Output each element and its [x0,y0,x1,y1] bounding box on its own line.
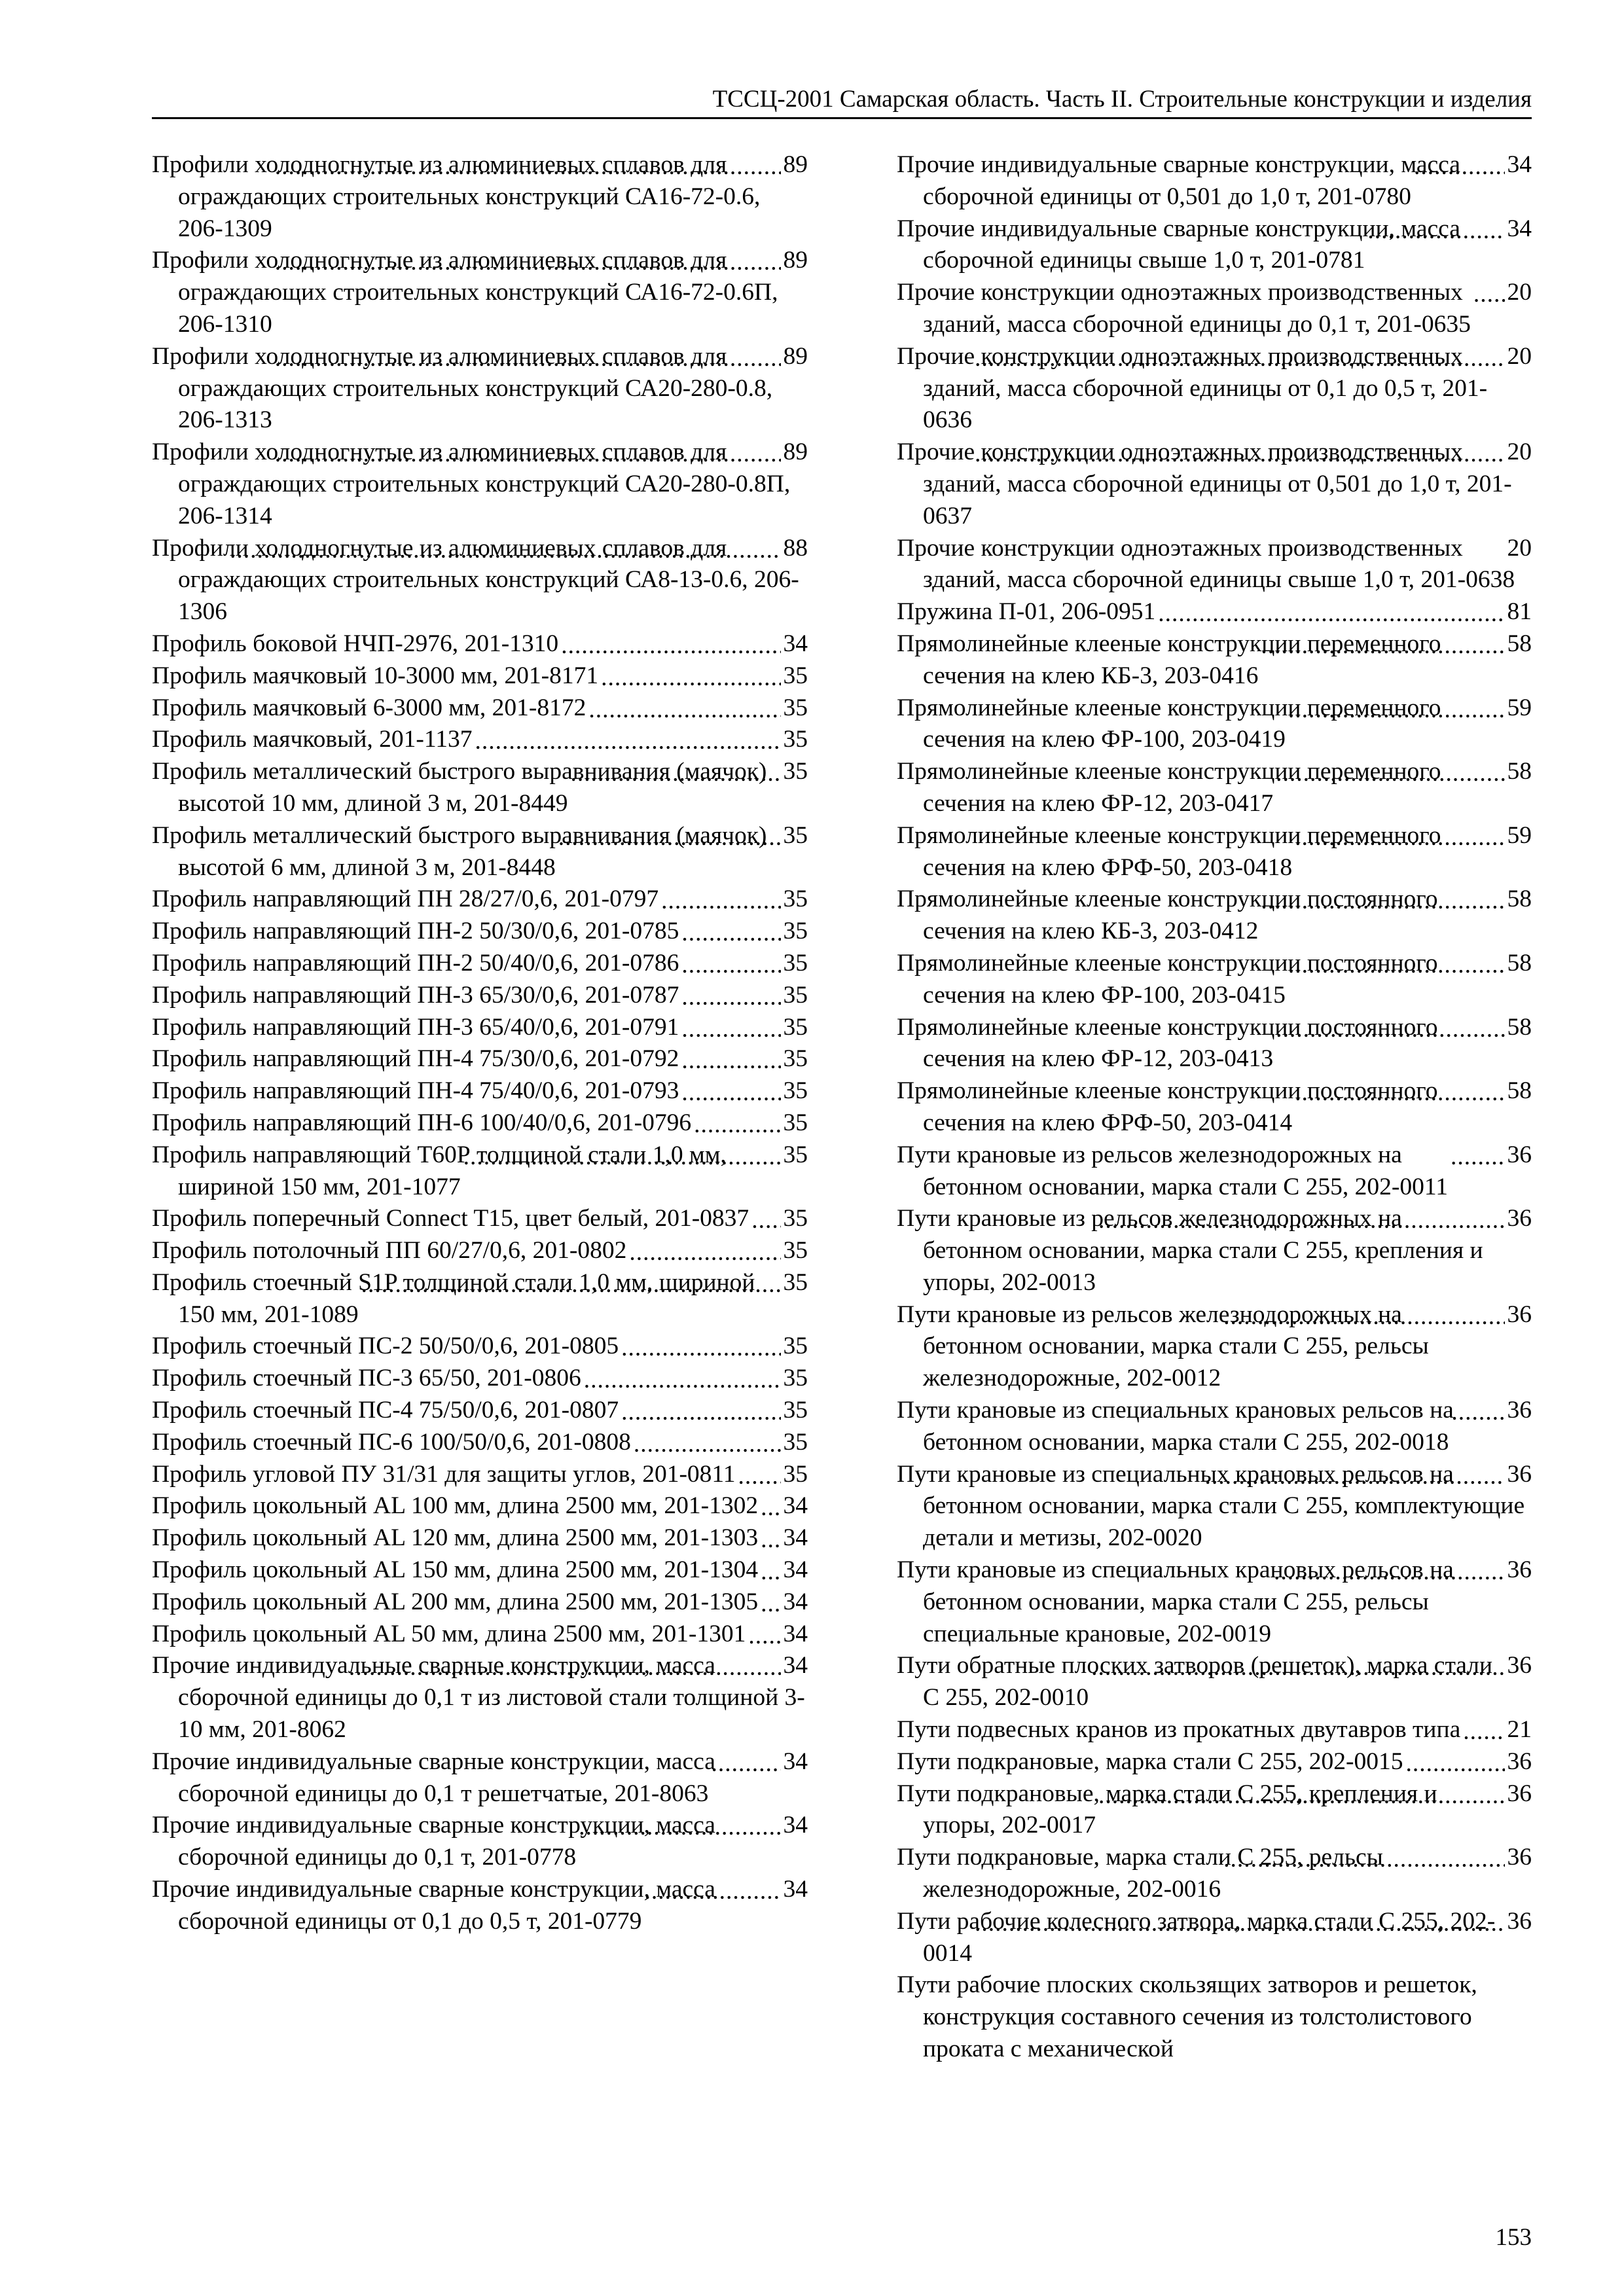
index-entry [152,724,808,756]
index-entry [152,1810,808,1874]
index-entry-text: Пути рабочие колесного затвора, марка стали С 255, 202-0014 ..... [897,1908,1495,1967]
index-entry-page: 35 [781,1427,808,1459]
index-entry-page: 58 [1505,1075,1532,1107]
index-entry [152,948,808,980]
index-entry [152,1203,808,1235]
index-entry [897,437,1532,532]
index-entry [152,980,808,1012]
index-entry-text: Профиль направляющий ПН-3 65/40/0,6, 201-0791 ..... [152,1014,679,1041]
index-entry-page: 35 [781,820,808,852]
index-entry [897,1906,1532,1970]
index-entry-text: Прочие индивидуальные сварные конструкции, масса сборочной единицы до 0,1 т решетчатые, 201-8063 ..... [152,1748,715,1807]
index-entry-page: 36 [1505,1842,1532,1874]
index-entry-text: Прямолинейные клееные конструкции постоянного сечения на клею ФР-100, 203-0415 ..... [897,950,1438,1009]
index-entry-text: Профиль направляющий ПН-3 65/30/0,6, 201-0787 ..... [152,982,679,1009]
index-entry [897,1650,1532,1714]
index-entry [152,1043,808,1075]
index-entry-page: 58 [1505,1012,1532,1044]
index-entry-text: Прямолинейные клееные конструкции переменного сечения на клею ФР-100, 203-0419 ..... [897,694,1441,753]
index-entry-page: 35 [781,1203,808,1235]
index-entry [897,1842,1532,1906]
index-entry-page: 35 [781,1107,808,1139]
index-entry-text: Профиль цокольный AL 200 мм, длина 2500 мм, 201-1305 ..... [152,1588,758,1615]
index-entry-page: 34 [781,1619,808,1651]
index-entry-text: Профиль металлический быстрого выравнивания (маячок) высотой 10 мм, длиной 3 м, 201-8449 ..... [152,758,767,817]
index-entry-text: Прямолинейные клееные конструкции переменного сечения на клею КБ-3, 203-0416 ..... [897,630,1441,689]
index-entry [897,1203,1532,1299]
index-entry-page: 20 [1505,277,1532,309]
index-entry [897,1969,1532,2065]
index-entry [897,1554,1532,1650]
index-entry [152,660,808,692]
index-entry-page: 35 [781,1459,808,1491]
index-entry-text: Прочие конструкции одноэтажных производственных зданий, масса сборочной единицы до 0,1 т, 201-0635 ..... [897,279,1471,338]
index-entry-text: Профиль поперечный Connect T15, цвет белый, 201-0837 ..... [152,1205,749,1232]
index-entry-page: 36 [1505,1650,1532,1682]
index-entry-text: Прямолинейные клееные конструкции постоянного сечения на клею ФРФ-50, 203-0414 ..... [897,1077,1438,1136]
index-entry-page: 35 [781,1267,808,1299]
index-entry-text: Профиль стоечный ПС-6 100/50/0,6, 201-0808 ..... [152,1429,631,1456]
index-entry-text: Пути крановые из специальных крановых рельсов на бетонном основании, марка стали С 255, рельсы специальные крановые, 202-0019 ..... [897,1556,1454,1647]
index-entry-page: 35 [781,1139,808,1172]
index-entry-text: Прочие индивидуальные сварные конструкции, масса сборочной единицы от 0,501 до 1,0 т, 201-0780 ..... [897,151,1460,210]
index-entry-page: 35 [781,1331,808,1363]
index-entry-page: 35 [781,1012,808,1044]
index-entry-text: Прочие конструкции одноэтажных производственных зданий, масса сборочной единицы свыше 1,0 т, 201-0638 ..... [897,535,1515,594]
index-entry [897,756,1532,820]
index-entry-page: 36 [1505,1299,1532,1331]
index-entry-page: 89 [781,437,808,469]
index-entry-page: 34 [781,1554,808,1587]
index-entry-page: 35 [781,1363,808,1395]
index-entry [897,628,1532,692]
index-entry-text: Пути подкрановые, марка стали С 255, рельсы железнодорожные, 202-0016 ..... [897,1844,1383,1903]
header-rule [152,117,1532,119]
index-entry [152,149,808,245]
index-entry [897,341,1532,437]
index-entry-text: Профиль направляющий ПН-6 100/40/0,6, 201-0796 ..... [152,1109,691,1136]
index-entry-text: Профиль боковой НЧП-2976, 201-1310 ..... [152,630,558,657]
index-entry-text: Пути подкрановые, марка стали С 255, крепления и упоры, 202-0017 ..... [897,1780,1437,1839]
index-entry-page: 36 [1505,1906,1532,1938]
index-entry-page: 20 [1505,341,1532,373]
index-entry-page: 35 [781,1235,808,1267]
index-entry [152,820,808,884]
index-entry [152,1139,808,1204]
index-entry-page: 34 [781,1650,808,1682]
index-entry-text: Прочие индивидуальные сварные конструкции, масса сборочной единицы от 0,1 до 0,5 т, 201-0779 ..... [152,1876,715,1935]
index-entry [152,628,808,660]
index-entry-text: Профиль цокольный AL 120 мм, длина 2500 мм, 201-1303 ..... [152,1524,758,1551]
index-entry-page: 89 [781,245,808,277]
index-entry-page: 35 [781,660,808,692]
index-entry-text: Пути крановые из рельсов железнодорожных на бетонном основании, марка стали С 255, крепления и упоры, 202-0013 ..... [897,1205,1483,1296]
index-entry-page: 34 [1505,149,1532,181]
index-entry-page: 36 [1505,1554,1532,1587]
index-entry [897,692,1532,757]
index-entry [897,533,1532,597]
index-entry [897,1459,1532,1554]
index-entry [152,437,808,532]
index-entry [152,1107,808,1139]
index-entry-text: Прямолинейные клееные конструкции постоянного сечения на клею ФР-12, 203-0413 ..... [897,1014,1438,1073]
index-entry [897,1714,1532,1746]
index-entry [897,820,1532,884]
index-entry-page: 88 [781,533,808,565]
index-entry [897,596,1532,628]
index-entry-text: Пути подвесных кранов из прокатных двутавров типа ..... [897,1716,1460,1743]
index-entry-page: 36 [1505,1395,1532,1427]
index-entry [897,948,1532,1012]
index-entry [152,1012,808,1044]
index-entry [897,1139,1532,1204]
index-entry [152,1522,808,1554]
index-entry-text: Прочие конструкции одноэтажных производственных зданий, масса сборочной единицы от 0,501 до 1,0 т, 201-0637 ..... [897,439,1512,529]
index-entry-text: Профиль стоечный ПС-2 50/50/0,6, 201-0805 ..... [152,1333,619,1359]
index-entry [152,245,808,340]
index-entry-page: 36 [1505,1459,1532,1491]
index-entry [152,1587,808,1619]
index-entry-text: Профиль угловой ПУ 31/31 для защиты углов, 201-0811 ..... [152,1461,736,1488]
index-entry-text: Профиль металлический быстрого выравнивания (маячок) высотой 6 мм, длиной 3 м, 201-8448 ..... [152,822,767,881]
index-entry-page: 21 [1505,1714,1532,1746]
index-entry-text: Профили холодногнутые из алюминиевых сплавов для ограждающих строительных конструкций СА8-13-0.6, 206-1306 ..... [152,535,799,626]
index-entry-page: 34 [781,1522,808,1554]
index-entry-page: 89 [781,341,808,373]
index-entry-text: Профиль цокольный AL 150 мм, длина 2500 мм, 201-1304 ..... [152,1556,758,1583]
index-entry-text: Прямолинейные клееные конструкции переменного сечения на клею ФРФ-50, 203-0418 ..... [897,822,1441,881]
index-entry-page: 59 [1505,692,1532,725]
index-entry [897,1778,1532,1842]
index-entry-text: Профиль направляющий ПН-4 75/40/0,6, 201-0793 ..... [152,1077,679,1104]
index-entry-text: Профиль стоечный ПС-3 65/50, 201-0806 ..... [152,1365,581,1391]
index-entry-text: Профиль направляющий ПН-4 75/30/0,6, 201-0792 ..... [152,1045,679,1072]
index-entry-page: 58 [1505,756,1532,788]
index-entry-page: 58 [1505,948,1532,980]
index-entry-page: 59 [1505,820,1532,852]
index-entry-page: 35 [781,884,808,916]
index-entry-page: 35 [781,756,808,788]
index-entry [152,1363,808,1395]
index-entry-page: 34 [1505,213,1532,245]
index-entry-page: 35 [781,916,808,948]
index-entry [897,1075,1532,1139]
index-entry [152,1267,808,1331]
index-entry [152,1554,808,1587]
index-entry [897,1746,1532,1778]
index-entry-page: 58 [1505,628,1532,660]
index-entry [897,1299,1532,1395]
index-entry [897,149,1532,213]
page-number: 153 [1495,2224,1532,2251]
index-entry-page: 34 [781,1490,808,1522]
index-entry-text: Профили холодногнутые из алюминиевых сплавов для ограждающих строительных конструкций СА20-280-0.8П, 206-1314 ..... [152,439,790,529]
index-entry [152,341,808,437]
index-entry-text: Пружина П-01, 206-0951 ..... [897,598,1155,625]
index-entry-page: 35 [781,1395,808,1427]
index-entry-page: 81 [1505,596,1532,628]
index-entry-text: Профиль цокольный AL 100 мм, длина 2500 мм, 201-1302 ..... [152,1492,758,1519]
index-entry-text: Профили холодногнутые из алюминиевых сплавов для ограждающих строительных конструкций СА20-280-0.8, 206-1313 ..... [152,343,772,434]
index-entry-text: Пути крановые из специальных крановых рельсов на бетонном основании, марка стали С 255, 202-0018 ..... [897,1397,1454,1456]
index-entry [152,533,808,628]
index-column-right [897,149,1532,2066]
index-entry-text: Профиль направляющий ПН-2 50/40/0,6, 201-0786 ..... [152,950,679,977]
index-entry-page: 89 [781,149,808,181]
index-entry [152,1874,808,1938]
index-entry-text: Пути крановые из специальных крановых рельсов на бетонном основании, марка стали С 255, комплектующие детали и метизы, 202-0020 ..... [897,1461,1525,1552]
index-entry-page: 35 [781,692,808,725]
index-entry-text: Профиль направляющий ПН 28/27/0,6, 201-0797 ..... [152,886,659,912]
index-entry [152,884,808,916]
index-entry-text: Прямолинейные клееные конструкции переменного сечения на клею ФР-12, 203-0417 ..... [897,758,1441,817]
index-entry-page: 34 [781,1746,808,1778]
index-entry-text: Пути крановые из рельсов железнодорожных на бетонном основании, марка стали С 255, рельсы железнодорожные, 202-0012 ..... [897,1301,1429,1392]
index-entry-page: 35 [781,980,808,1012]
index-column-left [152,149,808,1938]
index-entry [152,756,808,820]
index-entry-text: Прочие конструкции одноэтажных производственных зданий, масса сборочной единицы от 0,1 до 0,5 т, 201-0636 ..... [897,343,1487,434]
index-entry [897,213,1532,278]
index-entry-page: 36 [1505,1746,1532,1778]
index-entry-page: 35 [781,948,808,980]
index-entry [152,1459,808,1491]
index-entry-text: Профили холодногнутые из алюминиевых сплавов для ограждающих строительных конструкций СА16-72-0.6, 206-1309 ..... [152,151,760,242]
index-entry [152,1619,808,1651]
index-entry [152,1331,808,1363]
index-entry-text: Профиль направляющий Т60Р толщиной стали 1,0 мм, шириной 150 мм, 201-1077 ..... [152,1141,727,1200]
index-entry [152,1746,808,1810]
index-entry-page: 34 [781,1874,808,1906]
index-entry [152,1427,808,1459]
index-entry-text: Пути обратные плоских затворов (решеток), марка стали С 255, 202-0010 ..... [897,1652,1492,1711]
index-entry-text: Пути рабочие плоских скользящих затворов и решеток, конструкция составного сечения из толстолистового проката с механической [897,1971,1477,2063]
index-entry-text: Профиль маячковый, 201-1137 ..... [152,726,473,753]
index-entry-page: 35 [781,1075,808,1107]
index-entry-text: Прочие индивидуальные сварные конструкции, масса сборочной единицы до 0,1 т из листовой стали толщиной 3-10 мм, 201-8062 ..... [152,1652,805,1743]
index-entry-text: Пути подкрановые, марка стали С 255, 202-0015 ..... [897,1748,1403,1775]
index-entry-page: 34 [781,1587,808,1619]
index-entry-text: Профиль цокольный AL 50 мм, длина 2500 мм, 201-1301 ..... [152,1621,746,1647]
index-entry [152,1650,808,1746]
index-entry-text: Профиль стоечный ПС-4 75/50/0,6, 201-0807 ..... [152,1397,619,1424]
index-entry [152,1395,808,1427]
index-entry [152,916,808,948]
index-entry-page: 36 [1505,1203,1532,1235]
index-entry [152,692,808,725]
index-entry-page: 36 [1505,1139,1532,1172]
index-entry [897,1012,1532,1076]
index-entry-page: 35 [781,724,808,756]
running-header: ТССЦ-2001 Самарская область. Часть II. Строительные конструкции и изделия [712,86,1532,113]
index-entry-page: 35 [781,1043,808,1075]
index-entry [152,1490,808,1522]
index-entry-text: Прочие индивидуальные сварные конструкции, масса сборочной единицы до 0,1 т, 201-0778 ..... [152,1812,715,1871]
index-entry-text: Профиль маячковый 6-3000 мм, 201-8172 ..... [152,694,586,721]
index-entry-page: 20 [1505,437,1532,469]
index-entry [897,1395,1532,1459]
index-entry-page: 34 [781,1810,808,1842]
index-entry-text: Профиль направляющий ПН-2 50/30/0,6, 201-0785 ..... [152,918,679,944]
index-entry [152,1075,808,1107]
index-entry [897,884,1532,948]
index-entry-text: Профиль стоечный S1P толщиной стали 1,0 мм, шириной 150 мм, 201-1089 ..... [152,1269,755,1328]
index-entry-text: Профиль маячковый 10-3000 мм, 201-8171 ..... [152,662,598,689]
index-entry-text: Профили холодногнутые из алюминиевых сплавов для ограждающих строительных конструкций СА16-72-0.6П, 206-1310 ..... [152,247,778,338]
index-entry-text: Пути крановые из рельсов железнодорожных на бетонном основании, марка стали С 255, 202-0011 ..... [897,1141,1448,1200]
index-entry-page: 58 [1505,884,1532,916]
index-entry-text: Прямолинейные клееные конструкции постоянного сечения на клею КБ-3, 203-0412 ..... [897,886,1438,944]
index-entry [897,277,1532,341]
index-entry-page: 20 [1505,533,1532,565]
index-entry-page: 34 [781,628,808,660]
index-entry-text: Прочие индивидуальные сварные конструкции, масса сборочной единицы свыше 1,0 т, 201-0781 ..... [897,215,1460,274]
index-entry [152,1235,808,1267]
index-entry-text: Профиль потолочный ПП 60/27/0,6, 201-0802 ..... [152,1237,626,1264]
index-entry-page: 36 [1505,1778,1532,1810]
